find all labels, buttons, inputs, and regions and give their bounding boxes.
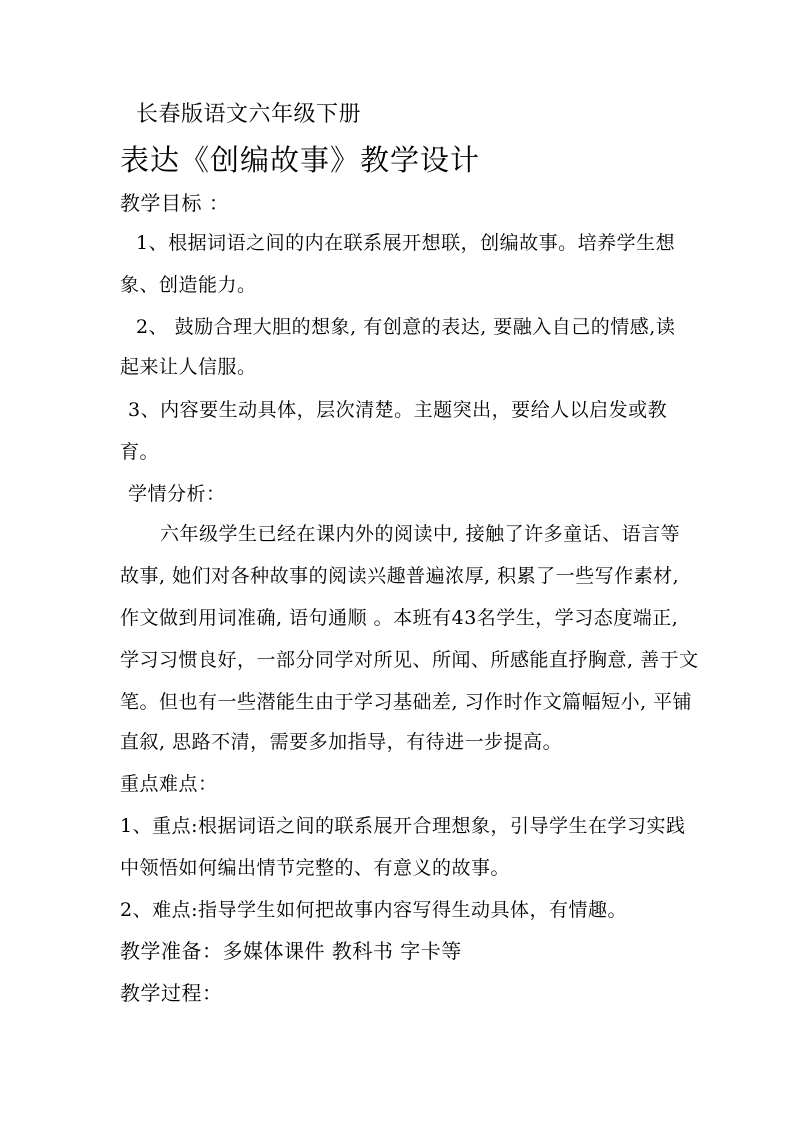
analysis-line-2: 故事, 她们对各种故事的阅读兴趣普遍浓厚, 积累了一些写作素材, (120, 565, 680, 587)
analysis-line-3: 作文做到用词准确, 语句通顺 。本班有43名学生，学习态度端正, (120, 607, 679, 629)
keypoint-2-line-1: 2、难点:指导学生如何把故事内容写得生动具体，有情趣。 (120, 899, 627, 921)
keypoint-1-line-2: 中领悟如何编出情节完整的、有意义的故事。 (120, 857, 511, 879)
analysis-line-4: 学习习惯良好，一部分同学对所见、所闻、所感能直抒胸意, 善于文 (120, 649, 699, 671)
keypoint-1-line-1: 1、重点:根据词语之间的联系展开合理想象，引导学生在学习实践 (120, 815, 686, 837)
keypoints-heading: 重点难点： (120, 773, 218, 795)
objective-2-line-2: 起来让人信服。 (120, 356, 257, 378)
objective-3-line-1: 3、内容要生动具体，层次清楚。主题突出，要给人以启发或教 (128, 399, 668, 421)
objective-2-line-1: 2、 鼓励合理大胆的想象, 有创意的表达, 要融入自己的情感,读 (136, 316, 676, 338)
analysis-line-6: 直叙, 思路不清，需要多加指导，有待进一步提高。 (120, 731, 563, 753)
process-heading: 教学过程： (120, 981, 223, 1005)
analysis-line-5: 笔。但也有一些潜能生由于学习基础差, 习作时作文篇幅短小, 平铺 (120, 691, 693, 713)
document-title: 表达《创编故事》教学设计 (120, 143, 481, 177)
document-subtitle: 长春版语文六年级下册 (136, 102, 362, 127)
analysis-heading: 学情分析： (128, 483, 226, 505)
objective-1-line-1: 1、根据词语之间的内在联系展开想联，创编故事。培养学生想 (136, 232, 676, 254)
objective-1-line-2: 象、创造能力。 (120, 274, 257, 296)
analysis-line-1: 六年级学生已经在课内外的阅读中, 接触了许多童话、语言等 (160, 523, 681, 545)
objectives-heading: 教学目标 ： (120, 191, 230, 215)
teaching-preparation: 教学准备：多媒体课件 教科书 字卡等 (120, 939, 462, 963)
objective-3-line-2: 育。 (120, 441, 160, 463)
